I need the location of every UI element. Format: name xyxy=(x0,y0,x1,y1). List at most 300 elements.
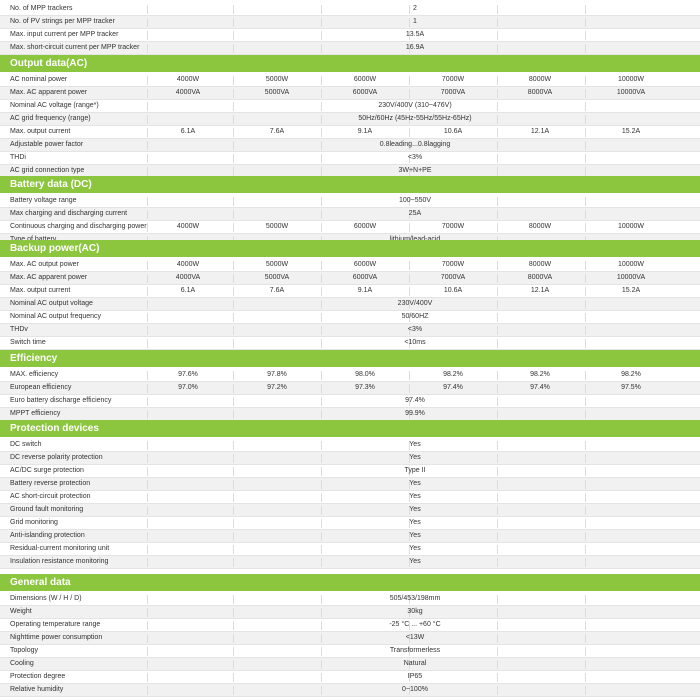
row-label: Cooling xyxy=(10,660,34,667)
value-cell: 7000VA xyxy=(440,274,466,281)
column-divider xyxy=(147,660,148,669)
value-cell: 8000VA xyxy=(527,274,553,281)
table-row xyxy=(0,504,700,517)
column-divider xyxy=(147,115,148,124)
table-row xyxy=(0,645,700,658)
value-cell-spanning: Transformerless xyxy=(389,647,441,654)
value-cell: 6.1A xyxy=(180,287,196,294)
column-divider xyxy=(497,223,498,232)
section-header: Protection devices xyxy=(0,420,700,437)
value-cell-spanning: <3% xyxy=(407,154,423,161)
value-cell: 5000W xyxy=(265,223,289,230)
column-divider xyxy=(147,326,148,335)
column-divider xyxy=(147,141,148,150)
table-row xyxy=(0,439,700,452)
column-divider xyxy=(233,493,234,502)
row-label: No. of MPP trackers xyxy=(10,5,73,12)
value-cell-spanning: 50/60HZ xyxy=(401,313,429,320)
row-label: MAX. efficiency xyxy=(10,371,59,378)
value-cell: 98.2% xyxy=(621,371,641,378)
column-divider xyxy=(585,647,586,656)
column-divider xyxy=(233,76,234,85)
value-cell-spanning: 2 xyxy=(413,5,417,12)
value-cell-spanning: Yes xyxy=(409,506,421,513)
column-divider xyxy=(585,480,586,489)
value-cell-spanning: Yes xyxy=(409,454,421,461)
value-cell-spanning: 0~100% xyxy=(402,686,428,693)
column-divider xyxy=(585,44,586,53)
column-divider xyxy=(233,18,234,27)
value-cell-spanning: Yes xyxy=(409,480,421,487)
row-label: Euro battery discharge efficiency xyxy=(10,397,112,404)
value-cell: 4000VA xyxy=(175,274,201,281)
column-divider xyxy=(233,506,234,515)
column-divider xyxy=(147,18,148,27)
table-row xyxy=(0,259,700,272)
value-cell: 4000W xyxy=(176,261,200,268)
value-cell: 97.2% xyxy=(267,384,287,391)
table-row xyxy=(0,298,700,311)
table-row xyxy=(0,619,700,632)
value-cell: 5000W xyxy=(265,76,289,83)
table-row xyxy=(0,311,700,324)
column-divider xyxy=(147,506,148,515)
column-divider xyxy=(409,223,410,232)
value-cell: 5000VA xyxy=(264,274,290,281)
value-cell-spanning: Yes xyxy=(409,493,421,500)
column-divider xyxy=(147,595,148,604)
column-divider xyxy=(147,300,148,309)
column-divider xyxy=(147,410,148,419)
row-label: Dimensions (W / H / D) xyxy=(10,595,82,602)
column-divider xyxy=(409,261,410,270)
column-divider xyxy=(233,384,234,393)
column-divider xyxy=(585,545,586,554)
column-divider xyxy=(233,313,234,322)
column-divider xyxy=(585,167,586,176)
column-divider xyxy=(585,467,586,476)
value-cell-spanning: 3W+N+PE xyxy=(398,167,432,174)
table-row xyxy=(0,113,700,126)
column-divider xyxy=(585,558,586,567)
column-divider xyxy=(147,545,148,554)
row-label: Nominal AC voltage (range*) xyxy=(10,102,99,109)
value-cell: 10.6A xyxy=(443,287,463,294)
column-divider xyxy=(233,223,234,232)
value-cell: 97.4% xyxy=(530,384,550,391)
value-cell: 97.4% xyxy=(443,384,463,391)
column-divider xyxy=(321,89,322,98)
column-divider xyxy=(233,519,234,528)
table-row xyxy=(0,684,700,697)
section-header: Output data(AC) xyxy=(0,55,700,72)
value-cell: 7000VA xyxy=(440,89,466,96)
row-label: Weight xyxy=(10,608,32,615)
column-divider xyxy=(585,31,586,40)
column-divider xyxy=(147,621,148,630)
column-divider xyxy=(585,313,586,322)
value-cell: 7.6A xyxy=(269,128,285,135)
table-row xyxy=(0,452,700,465)
row-label: Max. input current per MPP tracker xyxy=(10,31,119,38)
value-cell-spanning: 100~550V xyxy=(398,197,432,204)
value-cell: 6000VA xyxy=(352,274,378,281)
row-label: DC switch xyxy=(10,441,42,448)
table-row xyxy=(0,369,700,382)
value-cell: 4000W xyxy=(176,223,200,230)
value-cell-spanning: 25A xyxy=(408,210,422,217)
row-label: Max. AC output power xyxy=(10,261,79,268)
row-label: Max. AC apparent power xyxy=(10,274,88,281)
column-divider xyxy=(497,76,498,85)
value-cell: 5000W xyxy=(265,261,289,268)
value-cell-spanning: Type II xyxy=(404,467,426,474)
column-divider xyxy=(147,558,148,567)
value-cell-spanning: Yes xyxy=(409,558,421,565)
table-row xyxy=(0,221,700,234)
row-label: Max. AC apparent power xyxy=(10,89,88,96)
column-divider xyxy=(147,686,148,695)
column-divider xyxy=(321,261,322,270)
column-divider xyxy=(585,76,586,85)
column-divider xyxy=(233,128,234,137)
column-divider xyxy=(585,18,586,27)
row-label: Nominal AC output voltage xyxy=(10,300,93,307)
value-cell-spanning: 230V/400V (310~476V) xyxy=(378,102,452,109)
value-cell: 97.6% xyxy=(178,371,198,378)
column-divider xyxy=(497,384,498,393)
table-row xyxy=(0,272,700,285)
value-cell-spanning: 50Hz/60Hz (45Hz-55Hz/55Hz-65Hz) xyxy=(358,115,472,122)
value-cell-spanning: Yes xyxy=(409,532,421,539)
row-label: Protection degree xyxy=(10,673,66,680)
row-label: THDi xyxy=(10,154,26,161)
table-row xyxy=(0,606,700,619)
column-divider xyxy=(321,128,322,137)
value-cell-spanning: 30kg xyxy=(407,608,423,615)
value-cell-spanning: Yes xyxy=(409,545,421,552)
column-divider xyxy=(233,371,234,380)
column-divider xyxy=(585,274,586,283)
value-cell: 97.3% xyxy=(355,384,375,391)
column-divider xyxy=(585,384,586,393)
table-row xyxy=(0,556,700,569)
table-row xyxy=(0,632,700,645)
table-row xyxy=(0,195,700,208)
row-label: Max. short-circuit current per MPP tracker xyxy=(10,44,140,51)
row-label: Topology xyxy=(10,647,39,654)
column-divider xyxy=(147,634,148,643)
value-cell: 15.2A xyxy=(621,128,641,135)
column-divider xyxy=(321,287,322,296)
column-divider xyxy=(233,300,234,309)
value-cell: 9.1A xyxy=(357,287,373,294)
row-label: Relative humidity xyxy=(10,686,64,693)
value-cell: 8000W xyxy=(528,261,552,268)
table-row xyxy=(0,478,700,491)
column-divider xyxy=(497,287,498,296)
value-cell-spanning: Natural xyxy=(403,660,427,667)
row-label: Battery voltage range xyxy=(10,197,77,204)
value-cell: 97.0% xyxy=(178,384,198,391)
table-row xyxy=(0,491,700,504)
table-row xyxy=(0,337,700,350)
column-divider xyxy=(409,128,410,137)
table-row xyxy=(0,382,700,395)
table-row xyxy=(0,671,700,684)
value-cell: 7000W xyxy=(441,261,465,268)
column-divider xyxy=(585,506,586,515)
column-divider xyxy=(585,223,586,232)
table-row xyxy=(0,16,700,29)
column-divider xyxy=(233,167,234,176)
column-divider xyxy=(585,326,586,335)
row-label: AC/DC surge protection xyxy=(10,467,84,474)
column-divider xyxy=(585,287,586,296)
column-divider xyxy=(321,76,322,85)
value-cell-spanning: 1 xyxy=(413,18,417,25)
value-cell: 5000VA xyxy=(264,89,290,96)
table-row xyxy=(0,100,700,113)
column-divider xyxy=(497,128,498,137)
row-label: European efficiency xyxy=(10,384,72,391)
row-label: Operating temperature range xyxy=(10,621,101,628)
column-divider xyxy=(147,647,148,656)
column-divider xyxy=(585,102,586,111)
column-divider xyxy=(147,167,148,176)
table-row xyxy=(0,87,700,100)
value-cell: 8000VA xyxy=(527,89,553,96)
table-row xyxy=(0,208,700,221)
column-divider xyxy=(585,210,586,219)
table-row xyxy=(0,126,700,139)
row-label: AC nominal power xyxy=(10,76,68,83)
column-divider xyxy=(409,76,410,85)
column-divider xyxy=(233,480,234,489)
column-divider xyxy=(233,441,234,450)
column-divider xyxy=(409,89,410,98)
column-divider xyxy=(233,467,234,476)
column-divider xyxy=(233,89,234,98)
column-divider xyxy=(233,545,234,554)
row-label: Nighttime power consumption xyxy=(10,634,103,641)
value-cell-spanning: 99.9% xyxy=(405,410,425,417)
row-label: AC short-circuit protection xyxy=(10,493,91,500)
column-divider xyxy=(147,673,148,682)
column-divider xyxy=(585,5,586,14)
column-divider xyxy=(147,313,148,322)
column-divider xyxy=(147,44,148,53)
row-label: Adjustable power factor xyxy=(10,141,84,148)
column-divider xyxy=(233,397,234,406)
column-divider xyxy=(585,128,586,137)
column-divider xyxy=(147,5,148,14)
column-divider xyxy=(585,608,586,617)
table-row xyxy=(0,42,700,55)
value-cell: 10000W xyxy=(617,76,645,83)
value-cell-spanning: <13W xyxy=(405,634,425,641)
column-divider xyxy=(409,384,410,393)
column-divider xyxy=(147,397,148,406)
value-cell: 6.1A xyxy=(180,128,196,135)
table-row xyxy=(0,517,700,530)
table-row xyxy=(0,324,700,337)
column-divider xyxy=(409,274,410,283)
column-divider xyxy=(233,141,234,150)
row-label: AC grid frequency (range) xyxy=(10,115,91,122)
table-row xyxy=(0,530,700,543)
column-divider xyxy=(147,608,148,617)
value-cell: 8000W xyxy=(528,76,552,83)
value-cell: 8000W xyxy=(528,223,552,230)
section-header: General data xyxy=(0,574,700,591)
row-label: Residual-current monitoring unit xyxy=(10,545,110,552)
value-cell: 98.0% xyxy=(355,371,375,378)
column-divider xyxy=(233,686,234,695)
column-divider xyxy=(233,660,234,669)
column-divider xyxy=(147,210,148,219)
value-cell: 7000W xyxy=(441,223,465,230)
column-divider xyxy=(233,261,234,270)
column-divider xyxy=(585,141,586,150)
value-cell: 97.8% xyxy=(267,371,287,378)
column-divider xyxy=(147,519,148,528)
column-divider xyxy=(233,210,234,219)
column-divider xyxy=(147,454,148,463)
row-label: AC grid connection type xyxy=(10,167,85,174)
value-cell-spanning: -25 °C ... +60 °C xyxy=(389,621,441,628)
row-label: Max. output current xyxy=(10,128,71,135)
column-divider xyxy=(147,339,148,348)
column-divider xyxy=(585,197,586,206)
column-divider xyxy=(585,634,586,643)
column-divider xyxy=(147,493,148,502)
column-divider xyxy=(233,410,234,419)
value-cell: 7000W xyxy=(441,76,465,83)
column-divider xyxy=(585,261,586,270)
row-label: No. of PV strings per MPP tracker xyxy=(10,18,115,25)
column-divider xyxy=(233,558,234,567)
value-cell-spanning: 97.4% xyxy=(405,397,425,404)
table-row xyxy=(0,139,700,152)
column-divider xyxy=(233,326,234,335)
column-divider xyxy=(321,223,322,232)
column-divider xyxy=(147,480,148,489)
value-cell: 10.6A xyxy=(443,128,463,135)
column-divider xyxy=(147,532,148,541)
column-divider xyxy=(585,339,586,348)
column-divider xyxy=(497,261,498,270)
row-label: THDv xyxy=(10,326,28,333)
column-divider xyxy=(585,371,586,380)
table-row xyxy=(0,593,700,606)
section-header: Backup power(AC) xyxy=(0,240,700,257)
column-divider xyxy=(233,454,234,463)
column-divider xyxy=(585,441,586,450)
table-row xyxy=(0,3,700,16)
section-header: Battery data (DC) xyxy=(0,176,700,193)
column-divider xyxy=(585,660,586,669)
column-divider xyxy=(585,621,586,630)
column-divider xyxy=(585,410,586,419)
value-cell: 6000W xyxy=(353,223,377,230)
column-divider xyxy=(147,441,148,450)
column-divider xyxy=(233,274,234,283)
row-label: Nominal AC output frequency xyxy=(10,313,102,320)
column-divider xyxy=(147,154,148,163)
column-divider xyxy=(147,31,148,40)
column-divider xyxy=(585,673,586,682)
value-cell: 10000W xyxy=(617,223,645,230)
table-row xyxy=(0,395,700,408)
column-divider xyxy=(585,397,586,406)
row-label: Switch time xyxy=(10,339,46,346)
column-divider xyxy=(233,287,234,296)
value-cell-spanning: Yes xyxy=(409,519,421,526)
value-cell: 98.2% xyxy=(530,371,550,378)
table-row xyxy=(0,465,700,478)
value-cell-spanning: 505/453/198mm xyxy=(389,595,441,602)
column-divider xyxy=(233,595,234,604)
column-divider xyxy=(321,274,322,283)
column-divider xyxy=(585,595,586,604)
table-row xyxy=(0,29,700,42)
column-divider xyxy=(585,532,586,541)
value-cell: 9.1A xyxy=(357,128,373,135)
section-header: Efficiency xyxy=(0,350,700,367)
column-divider xyxy=(321,371,322,380)
column-divider xyxy=(585,686,586,695)
column-divider xyxy=(233,339,234,348)
column-divider xyxy=(497,371,498,380)
row-label: Max. output current xyxy=(10,287,71,294)
row-label: Ground fault monitoring xyxy=(10,506,84,513)
value-cell-spanning: IP65 xyxy=(407,673,423,680)
value-cell: 10000VA xyxy=(616,274,646,281)
table-row xyxy=(0,543,700,556)
value-cell-spanning: 230V/400V xyxy=(397,300,433,307)
column-divider xyxy=(233,5,234,14)
column-divider xyxy=(585,493,586,502)
value-cell: 15.2A xyxy=(621,287,641,294)
column-divider xyxy=(585,89,586,98)
value-cell: 12.1A xyxy=(530,128,550,135)
column-divider xyxy=(233,102,234,111)
column-divider xyxy=(497,89,498,98)
value-cell: 10000W xyxy=(617,261,645,268)
value-cell-spanning: Yes xyxy=(409,441,421,448)
column-divider xyxy=(233,532,234,541)
column-divider xyxy=(585,154,586,163)
column-divider xyxy=(497,274,498,283)
column-divider xyxy=(147,467,148,476)
value-cell: 4000VA xyxy=(175,89,201,96)
column-divider xyxy=(147,102,148,111)
column-divider xyxy=(233,44,234,53)
column-divider xyxy=(409,287,410,296)
column-divider xyxy=(233,608,234,617)
column-divider xyxy=(585,300,586,309)
value-cell: 7.6A xyxy=(269,287,285,294)
value-cell: 6000W xyxy=(353,261,377,268)
value-cell-spanning: 0.8leading...0.8lagging xyxy=(379,141,451,148)
value-cell-spanning: <3% xyxy=(407,326,423,333)
column-divider xyxy=(233,673,234,682)
row-label: Max charging and discharging current xyxy=(10,210,128,217)
row-label: Insulation resistance monitoring xyxy=(10,558,109,565)
value-cell-spanning: 16.9A xyxy=(405,44,425,51)
column-divider xyxy=(233,154,234,163)
